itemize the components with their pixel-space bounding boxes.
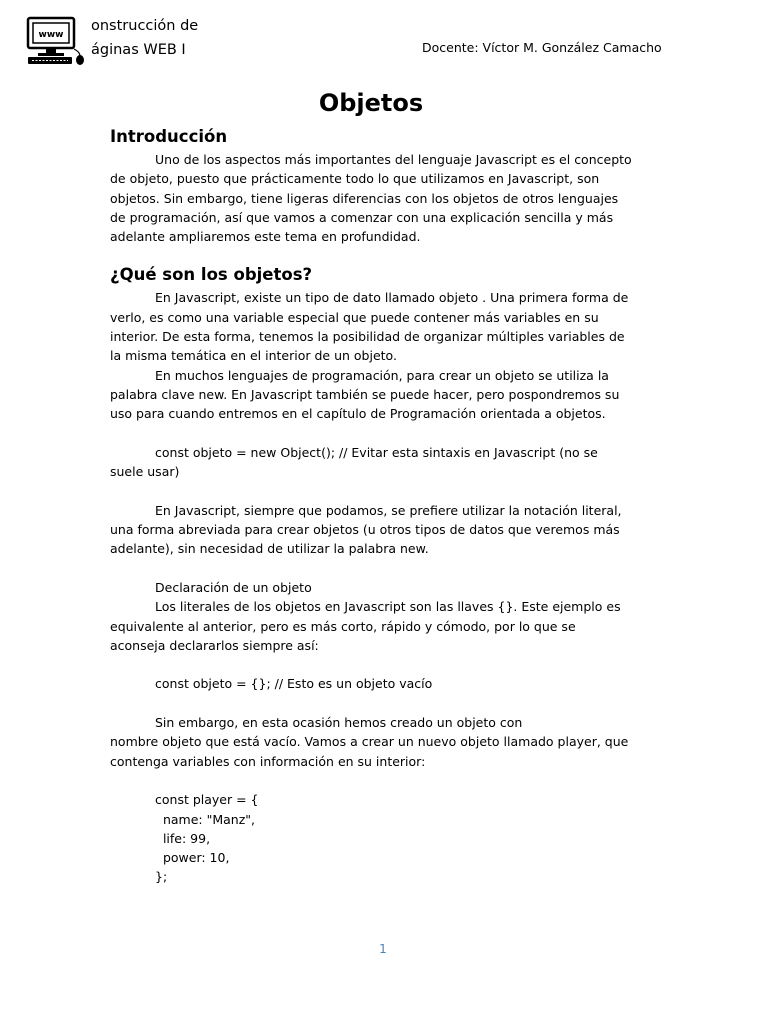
spacer [110,771,635,790]
code-new-object: const objeto = new Object(); // Evitar esta sintaxis en Javascript (no se suele usar) [110,444,598,480]
paragraph-tipo-objeto: En Javascript, existe un tipo de dato llamado objeto . Una primera forma de verlo, es como una variable especial que puede contener más variables en su interior. De esta forma, tenemos la posibilidad de organizar múltiples variables de la misma temática en el interior de un objeto. [110,290,629,364]
section-heading-que-son: ¿Qué son los objetos? [110,265,313,285]
spacer [110,694,635,713]
course-name-line2: áginas WEB I [91,42,186,58]
page-number: 1 [379,942,387,956]
page-title: Objetos [318,89,424,117]
paragraph-sin-embargo-line1: Sin embargo, en esta ocasión hemos creado un objeto con [155,715,523,731]
course-name-line1: onstrucción de [91,18,199,34]
spacer [110,481,635,500]
document-body [110,124,635,887]
subheading-declaracion: Declaración de un objeto [155,579,312,595]
paragraph-literales: Los literales de los objetos en Javascript son las llaves {}. Este ejemplo es equivalente al anterior, pero es más corto, rápido y cómodo, por lo que se aconseja declararlos siempre así: [110,599,621,653]
course-name [91,14,198,62]
code-empty-object: const objeto = {}; // Esto es un objeto vacío [155,676,433,692]
computer-logo-icon [24,16,86,66]
section-heading-introduccion: Introducción [110,127,228,146]
logo-www-text: www [38,30,64,40]
code-player-object: const player = { name: "Manz", life: 99, power: 10, }; [155,792,259,885]
paragraph-notacion-literal: En Javascript, siempre que podamos, se prefiere utilizar la notación literal, una forma abreviada para crear objetos (u otros tipos de datos que veremos más adelante), sin necesidad de utilizar la palabra new. [110,502,622,557]
spacer [110,559,635,578]
paragraph-intro: Uno de los aspectos más importantes del lenguaje Javascript es el concepto de objeto, puesto que prácticamente todo lo que utilizamos en Javascript, son objetos. Sin embargo, tiene ligeras diferencias con los objetos de otros lenguajes de programación, así que vamos a comenzar con una explicación sencilla y más adelante ampliaremos este tema en profundidad. [110,152,632,245]
teacher-name: Docente: Víctor M. González Camacho [422,40,662,55]
paragraph-new: En muchos lenguajes de programación, para crear un objeto se utiliza la palabra clave new. En Javascript también se puede hacer, pero pospondremos su uso para cuando entremos en el capítulo de Programación orientada a objetos. [110,367,620,422]
paragraph-sin-embargo-rest: nombre objeto que está vacío. Vamos a crear un nuevo objeto llamado player, que contenga variables con información en su interior: [110,734,629,769]
spacer [110,655,635,674]
spacer [110,424,635,443]
